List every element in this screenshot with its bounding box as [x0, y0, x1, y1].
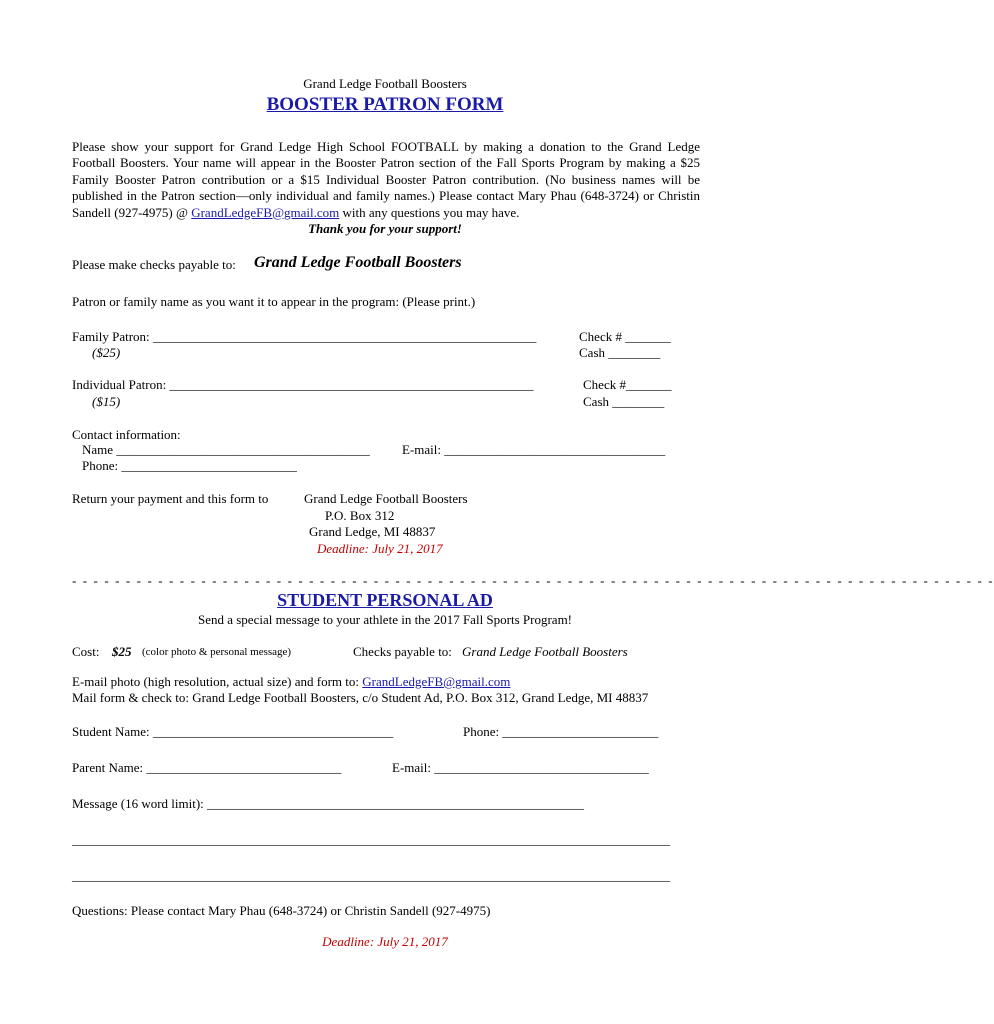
cost-note: (color photo & personal message) — [142, 646, 292, 658]
student-ad-title: STUDENT PERSONAL AD — [277, 590, 493, 610]
individual-cash-field[interactable]: Cash ________ — [583, 394, 665, 409]
parent-name-field[interactable]: Parent Name: ______________________________ — [72, 760, 342, 775]
payable-label: Please make checks payable to: — [72, 257, 236, 272]
thank-you-note: Thank you for your support! — [308, 221, 462, 236]
email-photo-label: E-mail photo (high resolution, actual size) and form to: — [72, 674, 360, 689]
cost-label: Cost: — [72, 644, 100, 659]
return-address-line-2: P.O. Box 312 — [325, 508, 395, 523]
student-ad-subtitle: Send a special message to your athlete in the 2017 Fall Sports Program! — [197, 612, 573, 627]
student-name-field[interactable]: Student Name: _____________________________________ — [72, 724, 394, 739]
checks-payable-label: Checks payable to: — [353, 644, 452, 659]
individual-check-field[interactable]: Check #_______ — [583, 377, 672, 392]
intro-paragraph — [72, 139, 700, 221]
contact-name-field[interactable]: Name _______________________________________ — [82, 442, 370, 457]
family-check-field[interactable]: Check # _______ — [579, 329, 671, 344]
contact-email-field[interactable]: E-mail: __________________________________ — [402, 442, 666, 457]
individual-patron-field[interactable]: Individual Patron: ________________________________________________________ — [72, 377, 534, 392]
cut-line-separator: - - - - - - - - - - - - - - - - - - - - - - - - - - - - - - - - - - - - - - - - - - - - - - - - - - - - - - - - - - - - - - - - - - - - - - - - - - - - - - - - - - - - - - — [72, 573, 994, 588]
questions-contact: Questions: Please contact Mary Phau (648-3724) or Christin Sandell (927-4975) — [72, 903, 491, 918]
return-label: Return your payment and this form to — [72, 491, 269, 506]
patron-deadline: Deadline: July 21, 2017 — [317, 541, 443, 556]
intro-text: Please show your support for Grand Ledge High School FOOTBALL by making a donation to the Grand Ledge Football Boosters. Your name will appear in the Booster Patron section of the Fall Sports Program by making a $25 Family Booster Patron contribution or a $15 Individual Booster Patron contribution. (No business names will be published in the Patron section—only individual and family names.) Please contact Mary Phau (648-3724) or Christin Sandell (927-4975) @ — [72, 139, 700, 220]
message-line-3[interactable]: ____________________________________________________________________________________________ — [72, 868, 670, 883]
return-address-line-3: Grand Ledge, MI 48837 — [309, 524, 436, 539]
return-address-line-1: Grand Ledge Football Boosters — [304, 491, 468, 506]
cost-value: $25 — [112, 644, 132, 659]
email-photo-instructions — [72, 674, 510, 690]
ad-email-link[interactable]: GrandLedgeFB@gmail.com — [362, 674, 511, 689]
ad-deadline: Deadline: July 21, 2017 — [322, 934, 448, 949]
message-field[interactable]: Message (16 word limit): __________________________________________________________ — [72, 796, 585, 811]
mail-instructions: Mail form & check to: Grand Ledge Football Boosters, c/o Student Ad, P.O. Box 312, Grand Ledge, MI 48837 — [72, 690, 649, 705]
intro-email-link[interactable]: GrandLedgeFB@gmail.com — [191, 204, 340, 220]
form-title: BOOSTER PATRON FORM — [266, 94, 504, 115]
student-phone-field[interactable]: Phone: ________________________ — [463, 724, 659, 739]
patron-instruction: Patron or family name as you want it to appear in the program: (Please print.) — [72, 294, 476, 309]
family-cash-field[interactable]: Cash ________ — [579, 345, 661, 360]
payable-name: Grand Ledge Football Boosters — [254, 254, 462, 271]
individual-amount: ($15) — [92, 394, 121, 409]
family-patron-field[interactable]: Family Patron: ___________________________________________________________ — [72, 329, 537, 344]
message-line-2[interactable]: ____________________________________________________________________________________________ — [72, 832, 670, 847]
contact-phone-field[interactable]: Phone: ___________________________ — [82, 458, 297, 473]
intro-text-end: with any questions you may have. — [339, 204, 520, 220]
contact-heading: Contact information: — [72, 427, 181, 442]
family-amount: ($25) — [92, 345, 121, 360]
checks-payable-name: Grand Ledge Football Boosters — [462, 644, 628, 659]
parent-email-field[interactable]: E-mail: _________________________________ — [392, 760, 649, 775]
org-name: Grand Ledge Football Boosters — [303, 76, 467, 91]
